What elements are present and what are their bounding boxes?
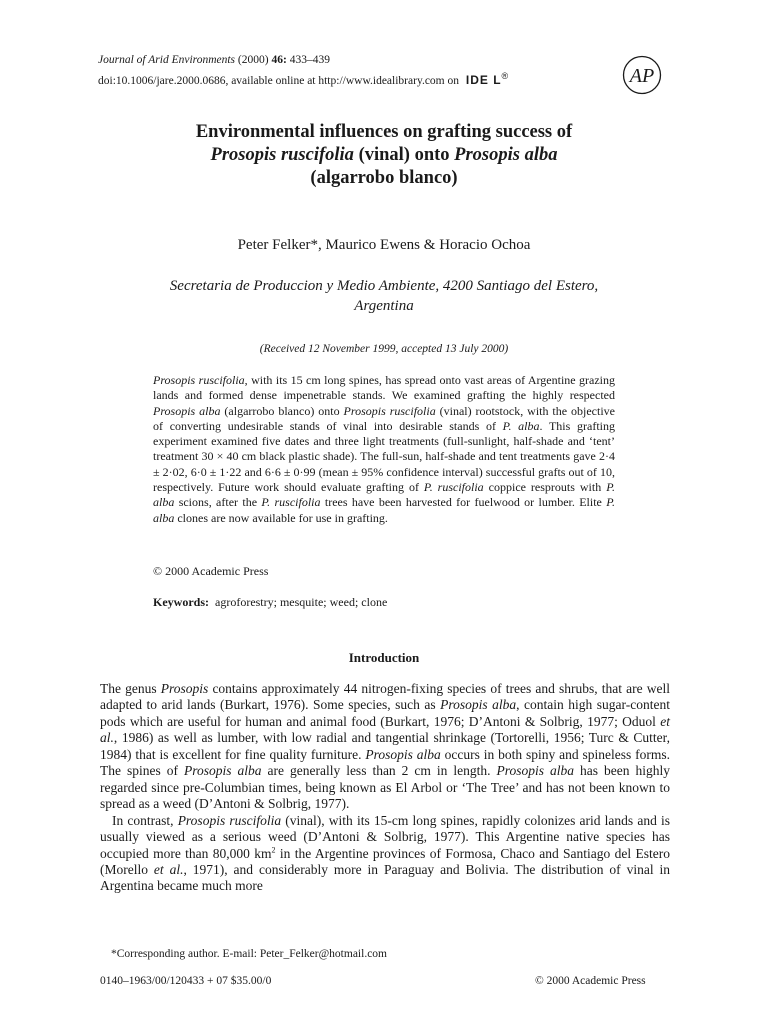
registered-mark: ® [501,71,510,81]
academic-press-logo [622,55,662,95]
abstract-species: Prosopis ruscifolia [343,403,436,418]
body-span: are generally less than 2 cm in length. [261,763,497,779]
journal-name: Journal of Arid Environments [98,54,236,66]
citation-line [98,52,658,68]
body-italic: et al. [100,713,670,746]
paragraph-1 [100,681,670,813]
body-text [100,681,670,895]
abstract-species: Prosopis ruscifolia [153,373,245,387]
abstract-species: P. alba [502,418,540,433]
abstract-species: P. alba [153,495,616,525]
abstract-text: coppice resprouts with [483,480,607,495]
abstract-text: , with its 15 cm long spines, has spread onto vast areas of Argentine grazing lands and formed dense impenetrable stands. We examined grafting the highly respected [153,373,616,403]
title-common-1: (vinal) onto [358,145,450,165]
title-species-1: Prosopis ruscifolia [210,145,354,165]
paragraph-2 [100,813,670,895]
abstract-text: (vinal) rootstock, with the objective of converting undesirable stands of vinal into desirable stands of [153,403,615,433]
ideal-logo [466,68,509,88]
body-span: The genus [100,681,161,696]
body-italic: et al. [153,861,184,877]
title-line-1: Environmental influences on grafting success of [195,122,573,142]
body-span: (vinal), with its 15-cm long spines, rapidly colonizes arid lands and is usually viewed as a serious weed (D’Antoni & Solbrig, 1977). This Argentine native species has occupied more than 80,000 km [100,812,670,861]
body-italic: Prosopis alba [496,763,575,779]
journal-year: (2000) [237,54,269,66]
journal-header [98,52,658,89]
title-line-2 [98,144,670,167]
body-italic: Prosopis alba [365,746,441,762]
body-span: contains approximately 44 nitrogen-fixing species of trees and shrubs, that are well adapted to arid lands (Burkart, 1976). Some species, such as [100,681,671,713]
section-heading: Introduction [348,650,420,665]
body-span: has been highly regarded since pre-Columbian times, being known as El Arbol or ‘The Tree’ and has not been known to spread as a weed (D’Antoni & Solbrig, 1977). [100,763,671,812]
abstract [153,373,615,526]
body-span: , 1986) as well as lumber, with low radial and tangential shrinkage (Tortorelli, 1956; Turc & Cutter, 1984) that is excellent for fine quality furniture. [100,730,670,762]
footer-code: 0140–1963/00/120433 + 07 $35.00/0 [100,975,272,987]
journal-pages: 433–439 [289,54,330,66]
affiliation-line-2: Argentina [354,298,414,314]
footer-copyright: © 2000 Academic Press [535,975,646,987]
body-span: occurs in both spiny and spineless forms. The spines of [100,746,670,779]
body-span: , 1971), and considerably more in Paraguay and Bolivia. The distribution of vinal in Argentina became much more [100,861,670,894]
superscript: 2 [271,845,276,855]
ideal-logo-text: IDE L [465,73,502,87]
abstract-species: P. alba [153,480,615,510]
abstract-copyright: © 2000 Academic Press [153,564,269,578]
affiliation [98,276,670,316]
body-italic: Prosopis alba [440,697,517,713]
journal-volume: 46: [271,54,287,66]
body-span: , contain high sugar-content pods which are useful for human and animal food (Burkart, 1976; D’Antoni & Solbrig, 1977; Oduol [100,697,670,729]
body-span: In contrast, [112,812,178,828]
corresponding-author-footnote: *Corresponding author. E-mail: Peter_Felker@hotmail.com [111,948,387,960]
abstract-text: clones are now available for use in grafting. [174,510,388,525]
received-dates: (Received 12 November 1999, accepted 13 July 2000) [259,343,509,355]
abstract-species: P. ruscifolia [423,480,484,495]
abstract-species: P. ruscifolia [261,495,321,510]
authors: Peter Felker*, Maurico Ewens & Horacio Ochoa [237,237,531,253]
keywords-list: agroforestry; mesquite; weed; clone [215,595,388,609]
abstract-text: scions, after the [174,495,262,510]
body-italic: Prosopis [160,681,209,696]
abstract-species: Prosopis alba [153,403,221,418]
body-italic: Prosopis ruscifolia [177,812,282,828]
abstract-text: trees have been harvested for fuelwood or lumber. Elite [320,495,607,510]
abstract-text: (algarrobo blanco) onto [220,403,344,418]
doi-text: doi:10.1006/jare.2000.0686, available online at http://www.idealibrary.com on [98,75,459,87]
affiliation-line-1: Secretaria de Produccion y Medio Ambiente, 4200 Santiago del Estero, [169,278,599,294]
ap-logo-text: AP [629,65,655,87]
abstract-text: . This grafting experiment examined five dates and three light treatments (full-sunlight, half-shade and ‘tent’ treatment 30 × 40 cm black plastic shade). The full-sun, half-shade and tent treatments gave 2·4 ± 2·02, 6·0 ± 1·22 and 6·6 ± 0·99 (mean ± 95% confidence interval) successful grafts out of 10, respectively. Future work should evaluate grafting of [153,418,615,495]
body-italic: Prosopis alba [183,763,262,779]
keywords-label: Keywords: [153,595,209,609]
paper-title [98,121,670,190]
doi-line [98,68,658,89]
title-line-3: (algarrobo blanco) [310,168,458,188]
title-species-2: Prosopis alba [454,145,558,165]
keywords [153,595,387,610]
body-span: in the Argentine provinces of Formosa, Chaco and Santiago del Estero (Morello [100,845,670,877]
